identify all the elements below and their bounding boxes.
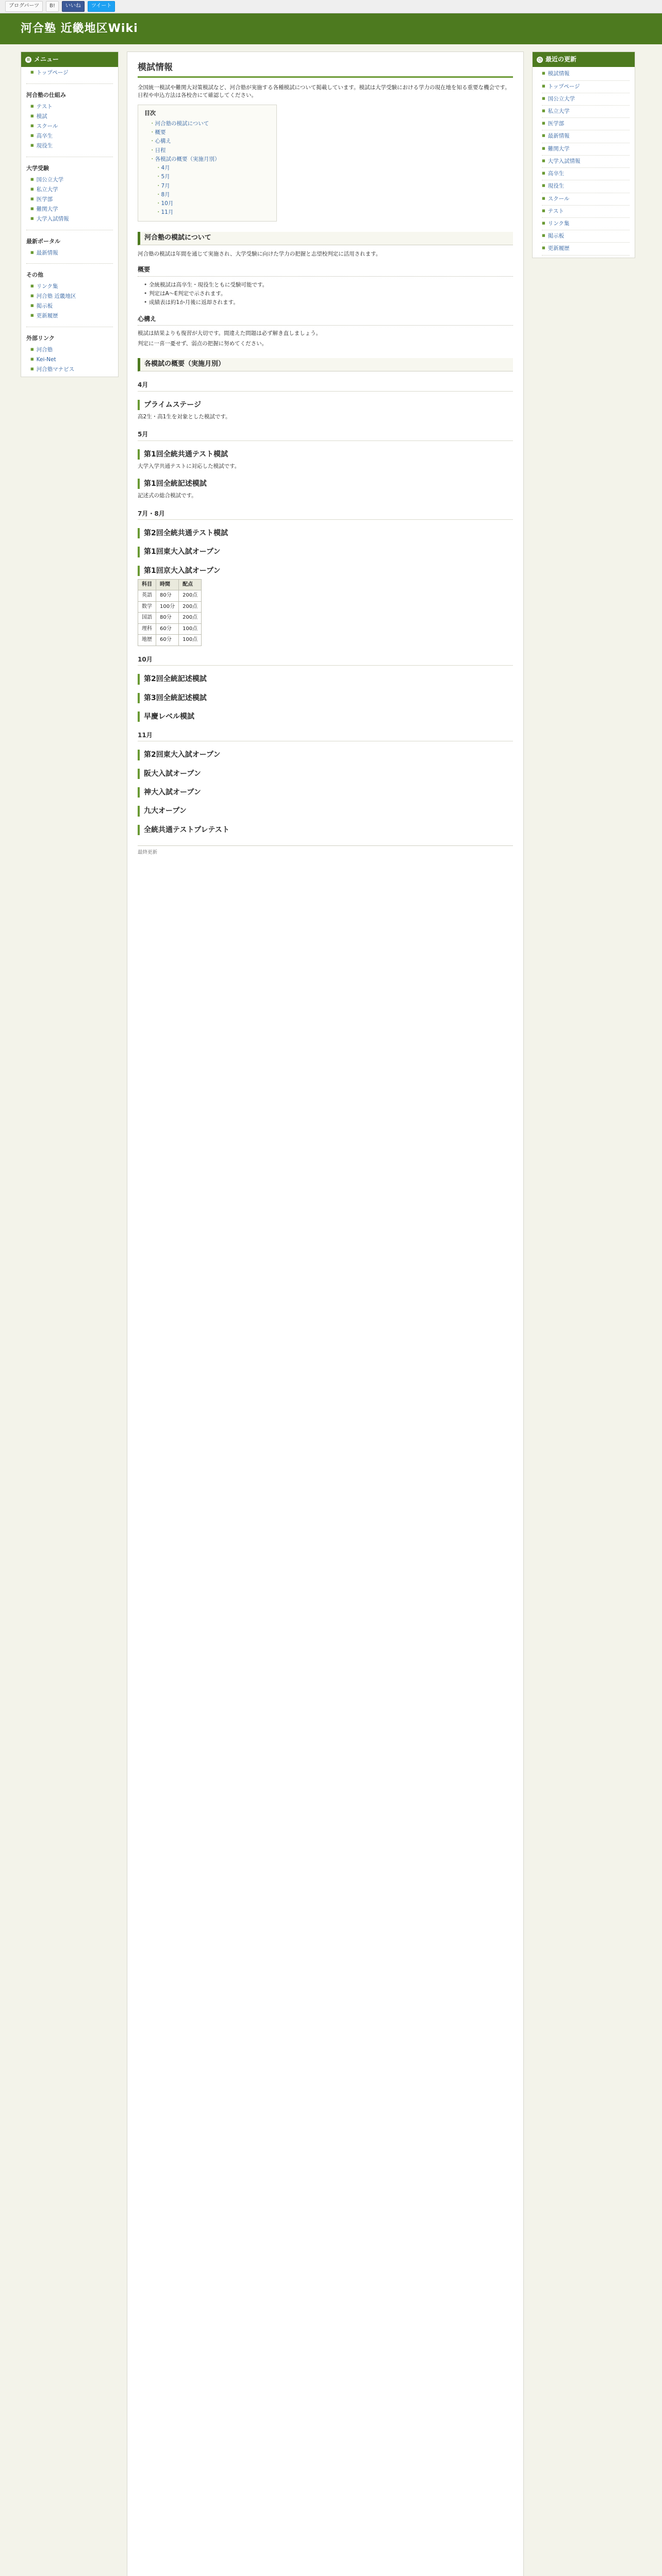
tweet-button[interactable]: ツイート (88, 1, 115, 12)
sidebar-item[interactable]: 河合塾マナビス (36, 366, 75, 373)
toc-link[interactable]: 8月 (161, 191, 170, 198)
recent-update-link[interactable]: 更新履歴 (548, 245, 570, 252)
month-heading: 4月 (138, 381, 513, 391)
left-sidebar (21, 52, 119, 2576)
month-heading: 10月 (138, 655, 513, 666)
recent-update-link[interactable]: テスト (548, 208, 564, 214)
sidebar-section-title: 河合塾の仕組み (26, 91, 66, 98)
sidebar-item[interactable]: 大学入試情報 (36, 216, 69, 223)
recent-update-link[interactable]: トップページ (548, 83, 580, 90)
toc-link[interactable]: 4月 (161, 165, 170, 172)
section-paragraph: 判定に一喜一憂せず、弱点の把握に努めてください。 (138, 341, 268, 347)
recent-update-link[interactable]: 国公立大学 (548, 95, 575, 102)
toc-link[interactable]: 5月 (161, 174, 170, 180)
month-heading: 5月 (138, 430, 513, 440)
toc-link[interactable]: 11月 (161, 209, 174, 216)
table-row: 理科 60分 100点 (138, 623, 202, 635)
toc-link[interactable]: 概要 (155, 129, 166, 136)
sidebar-item[interactable]: 国公立大学 (36, 176, 64, 183)
recent-update-link[interactable]: 難関大学 (548, 145, 570, 152)
exam-title: 第1回全統記述模試 (138, 479, 513, 489)
sidebar-item[interactable]: 模試 (36, 113, 47, 120)
sidebar-item[interactable]: 私立大学 (36, 186, 58, 193)
recent-updates-heading: ◷ 最近の更新 (533, 52, 635, 67)
facebook-like-button[interactable]: いいね (62, 1, 85, 12)
toc-link[interactable]: 河合塾の模試について (155, 121, 209, 127)
exam-title: プライムステージ (138, 400, 513, 410)
exam-title: 第1回全統共通テスト模試 (138, 449, 513, 460)
recent-update-link[interactable]: 私立大学 (548, 108, 570, 115)
exam-title: 第2回全統記述模試 (138, 674, 513, 684)
exam-title: 第2回全統共通テスト模試 (138, 528, 513, 538)
toc-title: 目次 (144, 110, 156, 117)
subsection-heading: 心構え (138, 315, 513, 326)
list-item: • 成績表は約1か月後に返却されます。 (144, 298, 513, 307)
recent-update-link[interactable]: 医学部 (548, 121, 565, 127)
recent-update-link[interactable]: 大学入試情報 (548, 158, 581, 164)
main-content (127, 52, 524, 2576)
table-row: 数学 100分 200点 (138, 601, 202, 613)
section-heading: 各模試の概要（実施月別） (138, 358, 513, 371)
sidebar-section-title: 最新ポータル (26, 238, 60, 245)
sidebar-item[interactable]: 最新情報 (36, 249, 58, 256)
list-item: • 全統模試は高卒生・現役生ともに受験可能です。 (144, 281, 513, 290)
exam-title: 第3回全統記述模試 (138, 693, 513, 703)
sidebar-top-link[interactable]: トップページ (36, 70, 69, 76)
sidebar-item[interactable]: 難関大学 (36, 206, 58, 213)
menu-heading: ≡ メニュー (21, 52, 118, 67)
sidebar-section-title: 外部リンク (26, 334, 55, 342)
table-row: 国語 80分 200点 (138, 613, 202, 624)
sidebar-item[interactable]: 更新履歴 (36, 313, 58, 319)
subject-table (138, 579, 202, 646)
exam-title: 早慶レベル模試 (138, 711, 513, 722)
recent-update-link[interactable]: 最新情報 (548, 133, 570, 140)
site-title-link[interactable]: 河合塾 近畿地区Wiki (21, 22, 138, 36)
exam-title: 第1回京大入試オープン (138, 566, 513, 576)
section-heading: 河合塾の模試について (138, 232, 513, 245)
menu-icon: ≡ (25, 57, 31, 63)
page-title: 模試情報 (138, 61, 513, 78)
month-heading: 11月 (138, 731, 513, 741)
section-paragraph: 河合塾の模試は年間を通じて実施され、大学受験に向けた学力の把握と志望校判定に活用されます。 (138, 251, 382, 258)
sidebar-item[interactable]: 河合塾 近畿地区 (36, 293, 76, 299)
recent-update-link[interactable]: リンク集 (548, 221, 570, 227)
table-of-contents (138, 105, 277, 222)
toc-link[interactable]: 7月 (161, 182, 170, 189)
sidebar-section-title: 大学受験 (26, 164, 49, 172)
right-sidebar (532, 52, 635, 2576)
recent-update-link[interactable]: 高卒生 (548, 171, 565, 177)
table-row: 地歴 60分 100点 (138, 635, 202, 646)
exam-title: 全統共通テストプレテスト (138, 825, 513, 835)
list-item: • 判定はA〜E判定で示されます。 (144, 290, 513, 298)
sidebar-item[interactable]: スクール (36, 123, 58, 129)
toc-link[interactable]: 各模試の概要（実施月別） (155, 156, 220, 162)
sidebar-item[interactable]: Kei-Net (36, 356, 56, 363)
table-header: 科目 (138, 579, 156, 590)
exam-title: 第1回東大入試オープン (138, 547, 513, 557)
toc-link[interactable]: 日程 (155, 147, 166, 154)
sidebar-item[interactable]: テスト (36, 103, 53, 110)
sidebar-item[interactable]: 掲示板 (36, 303, 53, 310)
exam-description: 記述式の総合模試です。 (138, 493, 197, 499)
table-row: 英語 80分 200点 (138, 590, 202, 602)
sidebar-item[interactable]: 高卒生 (36, 133, 53, 140)
table-header: 時間 (156, 579, 179, 590)
recent-update-link[interactable]: 掲示板 (548, 233, 565, 240)
sidebar-section-title: その他 (26, 271, 43, 278)
recent-update-link[interactable]: スクール (548, 195, 570, 202)
menu-box (21, 52, 119, 377)
table-header: 配点 (179, 579, 202, 590)
exam-title: 九大オープン (138, 806, 513, 816)
subsection-heading: 概要 (138, 265, 513, 276)
sidebar-item[interactable]: リンク集 (36, 283, 58, 290)
recent-update-link[interactable]: 現役生 (548, 183, 565, 190)
exam-title: 神大入試オープン (138, 787, 513, 798)
recent-updates-box (532, 52, 635, 258)
blog-parts-button[interactable]: ブログパーツ (5, 1, 43, 12)
section-paragraph: 模試は結果よりも復習が大切です。間違えた問題は必ず解き直しましょう。 (138, 330, 322, 336)
clock-icon: ◷ (537, 57, 543, 63)
exam-description: 大学入学共通テストに対応した模試です。 (138, 463, 240, 469)
intro-text: 全国統一模試や難関大対策模試など、河合塾が実施する各種模試について掲載しています。模試は大学受験における学力の現在地を知る重要な機会です。日程や申込方法は各校舎にて確認してください。 (138, 84, 510, 98)
top-toolbar (0, 0, 662, 13)
toc-link[interactable]: 心構え (155, 138, 171, 145)
exam-title: 阪大入試オープン (138, 769, 513, 779)
sidebar-item[interactable]: 河合塾 (36, 346, 53, 353)
hatena-bookmark-button[interactable]: B! (46, 1, 59, 12)
sidebar-item[interactable]: 医学部 (36, 196, 53, 203)
sidebar-item[interactable]: 現役生 (36, 143, 53, 149)
page-footer: 最終更新 (138, 845, 513, 856)
exam-description: 高2生・高1生を対象とした模試です。 (138, 413, 231, 420)
month-heading: 7月・8月 (138, 510, 513, 520)
exam-title: 第2回東大入試オープン (138, 750, 513, 760)
toc-link[interactable]: 10月 (161, 200, 174, 207)
site-header (0, 13, 662, 44)
recent-update-link[interactable]: 模試情報 (548, 71, 570, 77)
